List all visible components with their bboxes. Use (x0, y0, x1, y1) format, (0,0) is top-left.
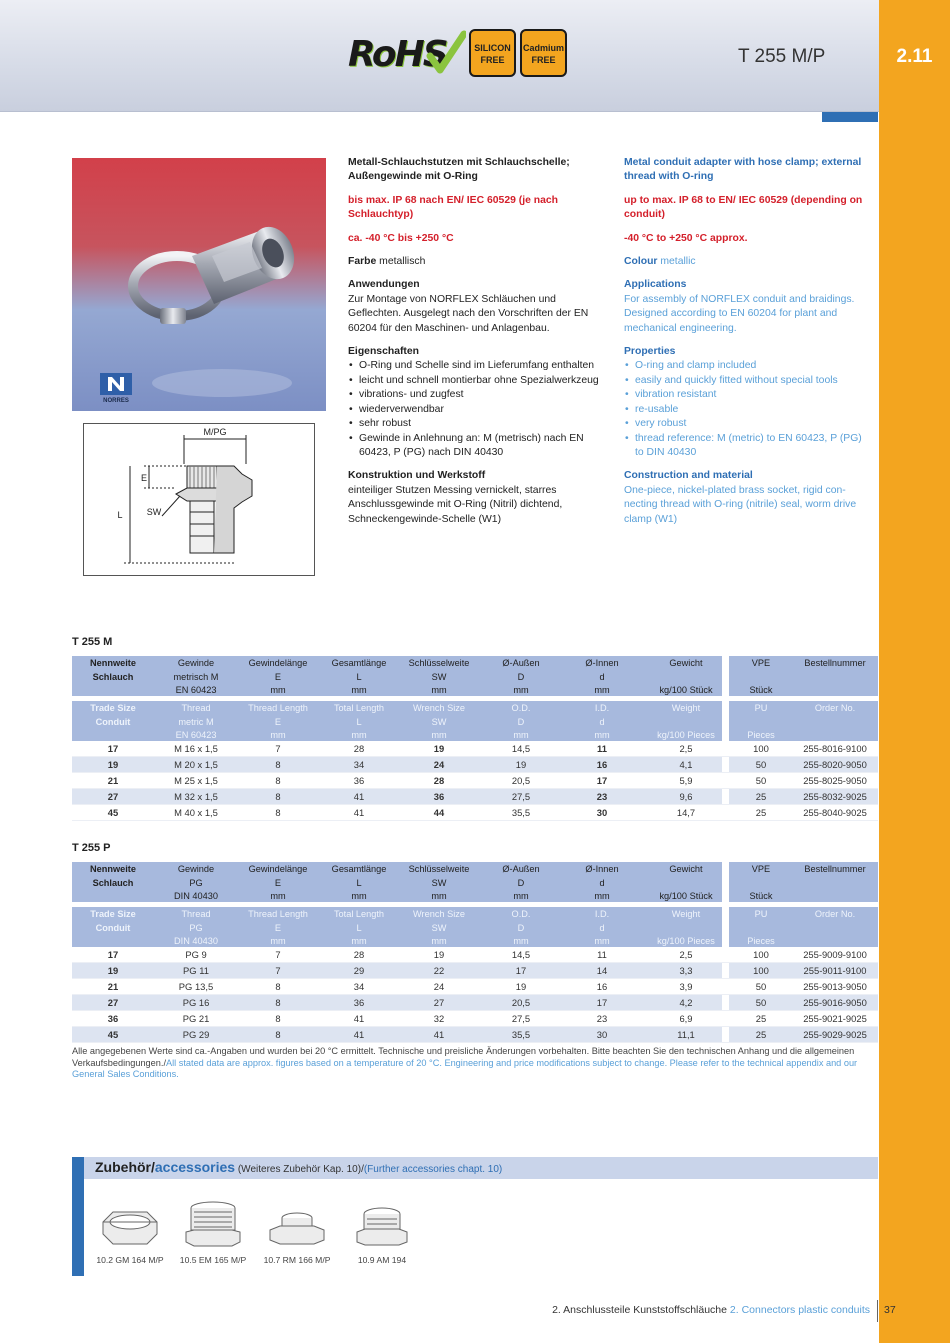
table-cell: 25 (755, 1029, 767, 1040)
table-cell: 41 (353, 807, 365, 818)
silicon-free-badge: SILICON FREE (469, 29, 516, 77)
table-cell: PG 9 (185, 949, 207, 960)
table-cell: 255-9009-9100 (803, 949, 867, 960)
table-cell: M 32 x 1,5 (174, 791, 218, 802)
table-row (72, 1027, 878, 1043)
list-item: • re-usable (624, 403, 879, 417)
table-cell: 36 (107, 1013, 119, 1024)
page-header (0, 0, 880, 112)
table-cell: 17 (596, 775, 608, 786)
technical-drawing (83, 423, 315, 576)
construction-section: Construction and material One-piece, nickel-plated brass socket, rigid con- necting thread with O-ring (nitrile) seal, worm drive clamp (W1) (624, 469, 879, 527)
table-cell: 255-9013-9050 (803, 981, 867, 992)
table-header-english (72, 701, 878, 741)
description-german (348, 156, 603, 536)
list-item: • sehr robust (348, 417, 603, 431)
table-cell: 28 (353, 743, 365, 754)
description-english (624, 156, 879, 536)
table-cell: 27,5 (511, 791, 531, 802)
table-cell: 23 (596, 791, 608, 802)
label-l: L (117, 510, 123, 520)
table-cell: PG 11 (183, 965, 209, 976)
table-cell: 27 (107, 791, 119, 802)
list-item: • O-ring and clamp included (624, 359, 879, 373)
table-cell: PG 13,5 (178, 981, 214, 992)
header-cell: VPE Stück (749, 658, 773, 695)
table-cell: 6,9 (679, 1013, 693, 1024)
table-cell: 41 (353, 791, 365, 802)
construction-heading: Konstruktion und Werkstoff (348, 470, 486, 482)
table-cell: 36 (433, 791, 445, 802)
table-cell: 8 (275, 807, 281, 818)
accessory-reducer[interactable]: 10.7 RM 166 M/P (259, 1200, 335, 1265)
table-cell: 8 (275, 997, 281, 1008)
accessory-adapter[interactable]: 10.9 AM 194 (344, 1200, 420, 1265)
table-title-p: T 255 P (72, 842, 111, 854)
norres-logo (100, 373, 132, 403)
header-cell: Schlüsselweite SW mm (408, 658, 470, 695)
table-header-english (72, 907, 878, 947)
table-cell: 25 (755, 807, 767, 818)
table-cell: 27,5 (511, 1013, 531, 1024)
table-cell: 4,2 (679, 997, 693, 1008)
svg-text:NORRES: NORRES (103, 398, 129, 403)
list-item: • Gewinde in Anlehnung an: M (metrisch) nach EN 60423, P (PG) nach DIN 40430 (348, 432, 603, 461)
table-cell: 30 (596, 1029, 608, 1040)
applications-section: Applications For assembly of NORFLEX conduit and braidings. Designed according to EN 60204 for plant and mechanical engineering. (624, 278, 879, 336)
table-cell: 8 (275, 1013, 281, 1024)
table-header-german (72, 656, 878, 696)
table-cell: 35,5 (511, 1029, 531, 1040)
header-cell: Weight kg/100 Pieces (657, 909, 715, 946)
table-cell: 25 (755, 791, 767, 802)
header-cell: Nennweite Schlauch (90, 864, 136, 888)
table-cell: 21 (107, 775, 119, 786)
table-cell: 100 (753, 743, 769, 754)
header-cell: Schlüsselweite SW mm (408, 864, 470, 901)
table-cell: M 40 x 1,5 (174, 807, 218, 818)
header-cell: Thread Length E mm (248, 703, 308, 740)
table-cell: PG 29 (182, 1029, 210, 1040)
table-cell: 2,5 (679, 743, 693, 754)
table-cell: 20,5 (511, 775, 531, 786)
header-cell: Thread PG DIN 40430 (174, 909, 218, 946)
properties-list (624, 359, 879, 460)
table-cell: 2,5 (679, 949, 693, 960)
table-cell: 21 (107, 981, 119, 992)
table-cell: 28 (433, 775, 445, 786)
header-cell: Total Length L mm (333, 703, 385, 740)
header-cell: Gewindelänge E mm (248, 864, 308, 901)
label-e: E (140, 473, 148, 483)
table-cell: 24 (433, 981, 445, 992)
footer-english: 2. Connectors plastic conduits (729, 1304, 870, 1316)
table-cell: 17 (596, 997, 608, 1008)
table-cell: 30 (596, 807, 608, 818)
table-cell: 36 (353, 775, 365, 786)
table-row (72, 773, 878, 789)
table-cell: 17 (515, 965, 527, 976)
header-cell: Bestellnummer (804, 864, 866, 874)
table-cell: 8 (275, 791, 281, 802)
temperature-range: ca. -40 °C bis +250 °C (348, 232, 454, 244)
table-cell: PG 16 (182, 997, 210, 1008)
table-cell: 100 (753, 949, 769, 960)
properties-heading: Eigenschaften (348, 346, 420, 358)
table-cell: 100 (753, 965, 769, 976)
table-cell: 11,1 (677, 1029, 695, 1040)
properties-heading: Properties (624, 346, 676, 358)
rohs-logo (348, 30, 464, 78)
header-cell: O.D. D mm (511, 703, 531, 740)
table-cell: 35,5 (511, 807, 531, 818)
table-cell: 45 (107, 1029, 119, 1040)
table-cell: 27 (433, 997, 445, 1008)
header-cell: Wrench Size SW mm (413, 703, 465, 740)
temperature-range: -40 °C to +250 °C approx. (624, 232, 748, 244)
header-cell: Ø-Außen D mm (502, 864, 540, 901)
table-cell: 19 (433, 949, 445, 960)
header-cell: Gewicht kg/100 Stück (659, 658, 713, 695)
header-cell: Thread Length E mm (248, 909, 308, 946)
header-cell: Gesamtlänge L mm (331, 864, 387, 901)
table-row (72, 805, 878, 821)
table-cell: 255-8016-9100 (803, 743, 867, 754)
table-cell: 255-8025-9050 (803, 775, 867, 786)
table-cell: 14,5 (511, 949, 531, 960)
list-item: • leicht und schnell montierbar ohne Spezialwerkzeug (348, 374, 603, 388)
header-cell: Gewicht kg/100 Stück (659, 864, 713, 901)
list-item: • vibrations- und zugfest (348, 388, 603, 402)
table-cell: 8 (275, 981, 281, 992)
table-row (72, 995, 878, 1011)
table-cell: PG 21 (182, 1013, 210, 1024)
dimension-drawing (84, 424, 314, 575)
product-title: Metall-Schlauchstutzen mit Schlauchschelle; Außengewinde mit O-Ring (348, 157, 570, 183)
list-item: • easily and quickly fitted without special tools (624, 374, 879, 388)
accessory-extension[interactable]: 10.5 EM 165 M/P (175, 1200, 251, 1265)
table-cell: 255-8032-9025 (803, 791, 867, 802)
table-cell: 14,7 (676, 807, 696, 818)
table-row (72, 947, 878, 963)
table-cell: 25 (755, 1013, 767, 1024)
footnote-english: All stated data are approx. figures based on a temperature of 20 °C. Engineering and price modifications subject to change. Please refer to the technical appendix and our General Sales Conditions. (72, 1057, 858, 1080)
table-cell: 8 (275, 775, 281, 786)
footnote-german: Alle angegebenen Werte sind ca.-Angaben und wurden bei 20 °C ermittelt. Technische und preisliche Änderungen vorbehalten. Bitte beachten Sie den technischen Anhang und die allgemeinen Verkaufsbedingungen./ (72, 1046, 855, 1068)
rohs-text: RoHS (348, 34, 447, 75)
accessory-locknut[interactable]: 10.2 GM 164 M/P (92, 1200, 168, 1265)
locknut-icon (95, 1200, 165, 1252)
table-cell: 17 (107, 743, 119, 754)
header-cell: Thread metric M EN 60423 (175, 703, 217, 740)
header-cell: O.D. D mm (511, 909, 531, 946)
table-row (72, 979, 878, 995)
chapter-tab (879, 0, 950, 112)
table-t255p (72, 862, 878, 1043)
table-cell: 255-9016-9050 (803, 997, 867, 1008)
properties-section (624, 345, 879, 460)
header-cell: Bestellnummer (804, 658, 866, 668)
table-cell: 3,3 (679, 965, 693, 976)
chapter-strip (879, 112, 950, 1343)
table-cell: 16 (596, 759, 608, 770)
header-cell: PU Pieces (747, 909, 775, 946)
table-cell: 5,9 (679, 775, 693, 786)
properties-list (348, 359, 603, 460)
table-cell: 255-8020-9050 (803, 759, 867, 770)
table-cell: 19 (433, 743, 445, 754)
table-cell: 32 (433, 1013, 445, 1024)
table-cell: 28 (353, 949, 365, 960)
extension-icon (178, 1200, 248, 1252)
applications-heading: Applications (624, 279, 687, 291)
table-cell: 19 (515, 759, 527, 770)
header-cell: Weight kg/100 Pieces (657, 703, 715, 740)
colour-line: Colour metallic (624, 256, 696, 268)
table-cell: 14,5 (511, 743, 531, 754)
table-cell: 19 (107, 759, 119, 770)
table-header-german (72, 862, 878, 902)
accessories-title: Zubehör/accessories (Weiteres Zubehör Kap. 10)/(Further accessories chapt. 10) (95, 1159, 503, 1175)
table-cell: 17 (107, 949, 119, 960)
header-cell: Order No. (814, 909, 856, 919)
table-cell: 14 (596, 965, 608, 976)
list-item: • wiederverwendbar (348, 403, 603, 417)
table-cell: 255-9011-9100 (803, 965, 867, 976)
table-cell: 50 (755, 759, 767, 770)
table-cell: 34 (353, 759, 365, 770)
check-icon (426, 30, 466, 76)
product-title: Metal conduit adapter with hose clamp; external thread with O-ring (624, 157, 862, 183)
table-cell: 7 (275, 949, 281, 960)
table-cell: 29 (353, 965, 365, 976)
header-cell: Ø-Innen d mm (585, 658, 619, 695)
applications-section: Anwendungen Zur Montage von NORFLEX Schläuchen und Geflechten. Ausgelegt nach den Vorschriften der EN 60204 für den Maschinen- und Anlagenbau. (348, 278, 603, 336)
table-cell: 44 (433, 807, 445, 818)
construction-heading: Construction and material (624, 470, 753, 482)
table-cell: 7 (275, 743, 281, 754)
product-photo (72, 158, 326, 411)
properties-section (348, 345, 603, 460)
applications-heading: Anwendungen (348, 279, 420, 291)
reducer-icon (262, 1200, 332, 1252)
table-cell: 45 (107, 807, 119, 818)
header-cell: Wrench Size SW mm (413, 909, 465, 946)
footnote (72, 1046, 882, 1081)
table-cell: 27 (107, 997, 119, 1008)
header-cell: Order No. (814, 703, 856, 713)
header-cell: Trade Size Conduit (90, 909, 136, 933)
accessories-stripe (72, 1157, 84, 1276)
header-cell: Trade Size Conduit (90, 703, 136, 727)
protection-rating: bis max. IP 68 nach EN/ IEC 60529 (je nach Schlauchtyp) (348, 194, 559, 221)
table-row (72, 741, 878, 757)
header-cell: Gewinde metrisch M EN 60423 (173, 658, 219, 695)
table-cell: 50 (755, 981, 767, 992)
table-cell: 8 (275, 1029, 281, 1040)
cadmium-free-badge: Cadmium FREE (520, 29, 567, 77)
construction-section: Konstruktion und Werkstoff einteiliger Stutzen Messing vernickelt, starres Anschlussgewinde mit O-Ring (Nitril) dichtend, Schneckengewinde-Schelle (W1) (348, 469, 603, 527)
header-cell: Nennweite Schlauch (90, 658, 136, 682)
table-cell: 16 (596, 981, 608, 992)
table-cell: M 16 x 1,5 (174, 743, 218, 754)
page-footer (380, 1304, 870, 1316)
table-cell: 8 (275, 759, 281, 770)
table-cell: 9,6 (679, 791, 693, 802)
table-cell: 19 (515, 981, 527, 992)
table-row (72, 1011, 878, 1027)
table-cell: 23 (596, 1013, 608, 1024)
header-cell: I.D. d mm (594, 703, 610, 740)
header-cell: Gewinde PG DIN 40430 (174, 864, 218, 901)
table-row (72, 789, 878, 805)
table-cell: 11 (597, 743, 607, 754)
list-item: • thread reference: M (metric) to EN 60423, P (PG) to DIN 40430 (624, 432, 879, 461)
header-cell: Total Length L mm (333, 909, 385, 946)
table-row (72, 757, 878, 773)
table-cell: 41 (353, 1029, 365, 1040)
table-cell: 36 (353, 997, 365, 1008)
table-cell: 4,1 (679, 759, 693, 770)
table-cell: 41 (433, 1029, 445, 1040)
label-sw: SW (146, 507, 162, 517)
table-cell: 3,9 (679, 981, 693, 992)
table-cell: 255-8040-9025 (803, 807, 867, 818)
table-title-m: T 255 M (72, 636, 113, 648)
table-cell: 20,5 (511, 997, 531, 1008)
header-cell: Ø-Außen D mm (502, 658, 540, 695)
list-item: • vibration resistant (624, 388, 879, 402)
table-cell: 255-9021-9025 (803, 1013, 867, 1024)
table-row (72, 963, 878, 979)
page-number: 37 (884, 1304, 896, 1316)
list-item: • very robust (624, 417, 879, 431)
header-cell: VPE Stück (749, 864, 773, 901)
table-t255m (72, 656, 878, 821)
table-cell: M 20 x 1,5 (174, 759, 218, 770)
header-cell: PU Pieces (747, 703, 775, 740)
table-cell: 22 (433, 965, 445, 976)
table-cell: 7 (275, 965, 281, 976)
list-item: • O-Ring und Schelle sind im Lieferumfang enthalten (348, 359, 603, 373)
header-accent-bar (822, 112, 878, 122)
header-cell: Ø-Innen d mm (585, 864, 619, 901)
table-cell: 34 (353, 981, 365, 992)
table-cell: M 25 x 1,5 (174, 775, 218, 786)
protection-rating: up to max. IP 68 to EN/ IEC 60529 (depending on conduit) (624, 194, 863, 221)
adapter-icon (347, 1200, 417, 1252)
table-cell: 41 (353, 1013, 365, 1024)
table-cell: 50 (755, 775, 767, 786)
footer-german: 2. Anschlussteile Kunststoffschläuche (552, 1304, 730, 1316)
product-code: T 255 M/P (738, 46, 826, 67)
chapter-number: 2.11 (896, 46, 933, 67)
footer-separator (877, 1300, 878, 1322)
header-cell: Gesamtlänge L mm (331, 658, 387, 695)
table-cell: 24 (433, 759, 445, 770)
label-mpg: M/PG (203, 427, 227, 437)
table-cell: 255-9029-9025 (803, 1029, 867, 1040)
table-cell: 50 (755, 997, 767, 1008)
table-cell: 19 (107, 965, 119, 976)
colour-line: Farbe metallisch (348, 256, 426, 268)
header-cell: I.D. d mm (594, 909, 610, 946)
header-cell: Gewindelänge E mm (248, 658, 308, 695)
table-cell: 11 (597, 949, 607, 960)
